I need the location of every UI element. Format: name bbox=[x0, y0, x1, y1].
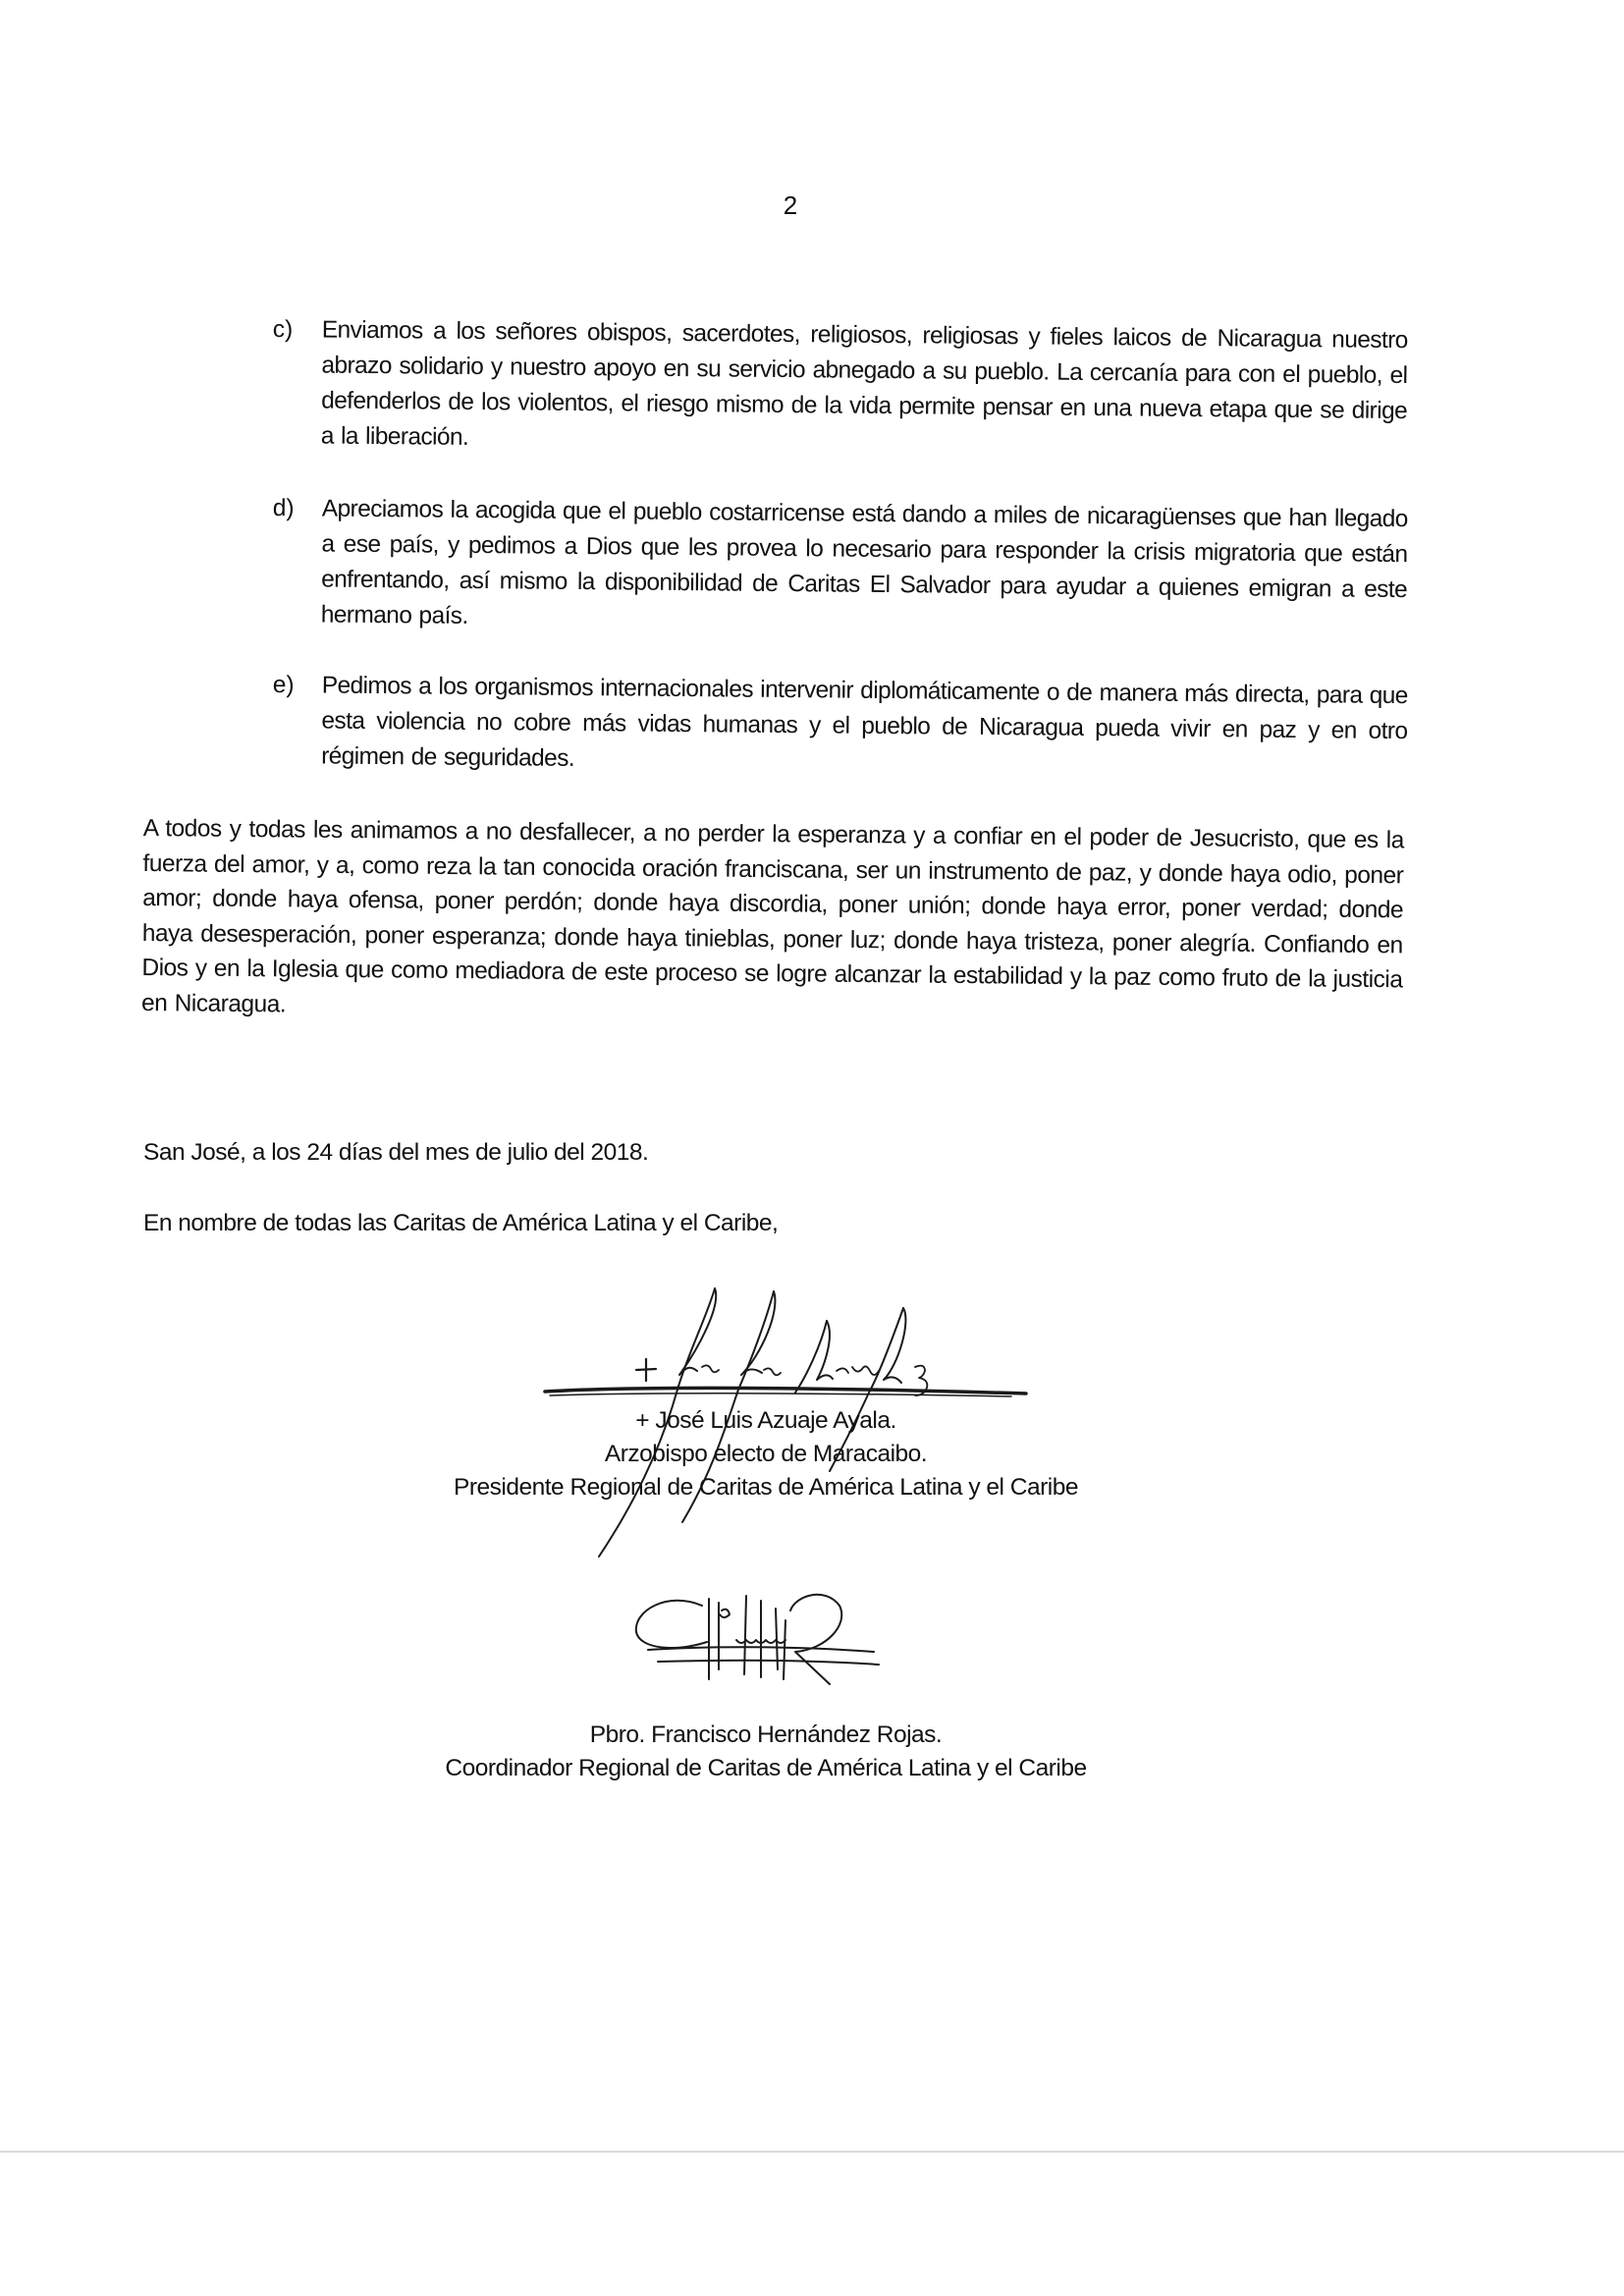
signatory-title: Presidente Regional de Caritas de América Latina y el Caribe bbox=[454, 1474, 1078, 1501]
signatory-name: Pbro. Francisco Hernández Rojas. bbox=[589, 1722, 943, 1748]
list-item-text: Pedimos a los organismos internacionales intervenir diplomáticamente o de manera más directa, para que esta violencia no cobre más vidas humanas y el pueblo de Nicaragua pueda vivir en paz y en otro régimen de seguridades. bbox=[321, 672, 1408, 772]
signatory-title: Coordinador Regional de Caritas de América Latina y el Caribe bbox=[445, 1755, 1087, 1781]
scan-edge-divider bbox=[0, 2151, 1624, 2153]
list-marker: c) bbox=[272, 315, 294, 344]
date-line: San José, a los 24 días del mes de julio del 2018. bbox=[143, 1139, 649, 1166]
list-marker: d) bbox=[272, 494, 295, 522]
signatory-title: Arzobispo electo de Maracaibo. bbox=[604, 1441, 928, 1467]
salutation-line: En nombre de todas las Caritas de América Latina y el Caribe, bbox=[143, 1210, 779, 1236]
signatory-name: + José Luis Azuaje Ayala. bbox=[635, 1407, 896, 1434]
list-item-e bbox=[272, 668, 1408, 785]
page-number: 2 bbox=[783, 191, 798, 220]
list-item-text: Enviamos a los señores obispos, sacerdotes, religiosos, religiosas y fieles laicos de Nicaragua nuestro abrazo solidario y nuestro apoyo en su servicio abnegado a su pueblo. La cercanía para con el pueblo, el defenderlos de los violentos, el riesgo mismo de la vida permite pensar en una nueva etapa que se dirige a la liberación. bbox=[320, 316, 1408, 451]
closing-paragraph: A todos y todas les animamos a no desfallecer, a no perder la esperanza y a confiar en el poder de Jesucristo, que es la fuerza del amor, y a, como reza la tan conocida oración franciscana, ser un instrumento de paz, y donde haya odio, poner amor; donde haya ofensa, poner perdón; donde haya discordia, poner unión; donde haya error, poner verdad; donde haya desesperación, poner esperanza; donde haya tinieblas, poner luz; donde haya tristeza, poner alegría. Confiando en Dios y en la Iglesia que como mediadora de este proceso se logre alcanzar la estabilidad y la paz como fruto de la justicia en Nicaragua. bbox=[140, 814, 1404, 1017]
list-item-text: Apreciamos la acogida que el pueblo costarricense está dando a miles de nicaragüenses que han llegado a ese país, y pedimos a Dios que les provea lo necesario para responder la crisis migratoria que están enfrentando, así mismo la disponibilidad de Caritas El Salvador para ayudar a quienes emigran a este hermano país. bbox=[320, 495, 1408, 629]
signatory-2 bbox=[373, 1719, 1159, 1785]
signature-hernandez bbox=[628, 1581, 884, 1689]
list-item-d bbox=[272, 491, 1408, 643]
signatory-1 bbox=[373, 1404, 1159, 1504]
list-item-c bbox=[272, 312, 1408, 465]
list-marker: e) bbox=[272, 671, 295, 699]
